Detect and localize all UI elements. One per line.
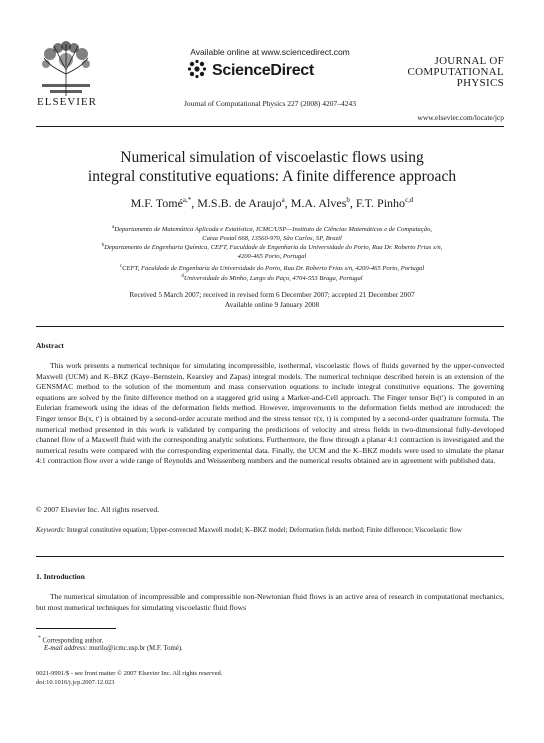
introduction-heading: 1. Introduction [36,572,85,581]
keywords-block [36,526,504,536]
abstract-top-divider [36,326,504,327]
available-online-text[interactable]: Available online at www.sciencedirect.com [190,47,350,57]
available-date: Available online 9 January 2008 [224,300,320,309]
article-title-line-1: Numerical simulation of viscoelastic flows using [120,149,424,166]
article-title-line-2: integral constitutive equations: A finite difference approach [87,168,457,185]
journal-title-line-1: JOURNAL OF [434,55,504,67]
sciencedirect-wordmark: ScienceDirect [212,62,314,79]
article-title [40,148,504,186]
doi-link[interactable]: doi:10.1016/j.jcp.2007.12.023 [36,679,115,686]
keywords-list: Integral constitutive equation; Upper-convected Maxwell model; K–BKZ model; Deformation fields method; Finite difference; Viscoelastic flow [66,527,462,534]
received-dates: Received 5 March 2007; received in revised form 6 December 2007; accepted 21 December 2007 [129,290,415,299]
affiliation-c: $^c$CEFT, Faculdade de Engenharia da Universidade do Porto, Rua Dr. Roberto Frias s/n, 4200-465 Porto, Portugal [119,264,425,273]
sciencedirect-dots-icon [186,58,208,80]
elsevier-tree-logo [36,40,96,98]
front-matter-line: 0021-9991/$ - see front matter © 2007 Elsevier Inc. All rights reserved. [36,670,223,677]
author-name: M.A. Alves [290,196,347,210]
author-affiliation-marker[interactable]: a,* [182,196,192,204]
footnote-marker: * [38,635,41,641]
author-name: M.F. Tomé [130,196,183,210]
copyright-line: © 2007 Elsevier Inc. All rights reserved. [36,505,160,514]
journal-title-line-3: PHYSICS [456,77,504,89]
journal-title [404,56,504,89]
footnote-divider [36,628,116,629]
journal-title-line-2: COMPUTATIONAL [407,66,504,78]
author-affiliation-marker[interactable]: c,d [405,196,414,204]
journal-reference: Journal of Computational Physics 227 (2008) 4207–4243 [183,99,357,108]
abstract-bottom-divider [36,556,504,557]
affiliation-b: $^b$Departamento de Engenharia Química, CEFT, Faculdade de Engenharia da Universidade do Porto, Rua Dr. Roberto Frias s/n, 4200-465 Porto, Portugal [101,243,443,260]
abstract-body: This work presents a numerical technique for simulating incompressible, isothermal, viscoelastic flows of fluids governed by the upper-convected Maxwell (UCM) and K–BKZ (Kaye–Bernstein, Kearsley and Zapas) integral models. The numerical technique described herein is an extension of the GENSMAC method to the solution of the momentum and mass conservation equations to include integral constitutive equations. The governing equations are solved by the finite difference method on a staggered grid using a Marker-and-Cell approach. The Finger tensor Bₜ(t′) is computed in an Eulerian framework using the ideas of the deformation fields method. However, improvements to the deformation fields method are introduced: the Finger tensor Bₜ(x, t′) is obtained by a second-order accurate method and the stress tensor τ(x, t) is computed by a second-order quadrature formula. The numerical method presented in this work is validated by comparing the predictions of velocity and stress fields in two-dimensional fully-developed channel flow of a Maxwell fluid with the corresponding analytic solutions. Furthermore, the flow through a planar 4:1 contraction is investigated and the numerical results were compared with the corresponding experimental data. Finally, the UCM and the K–BKZ models were used to simulate the planar 4:1 contraction flow over a wide range of Reynolds and Weissenberg numbers and the numerical results obtained are in agreement with published data. [36,361,504,466]
email-link[interactable]: murilo@icmc.usp.br [89,645,146,652]
author-affiliation-marker[interactable]: a [281,196,285,204]
affiliation-a: $^a$Departamento de Matemática Aplicada e Estatística, ICMC/USP—Instituto de Ciências Matemáticas e de Computação, Caixa Postal 668, 13560-970, São Carlos, SP, Brazil [111,225,433,242]
author-affiliation-marker[interactable]: b [346,196,350,204]
affiliation-d: $^d$Universidade do Minho, Largo do Paço, 4704-553 Braga, Portugal [181,274,363,283]
abstract-heading: Abstract [36,341,64,350]
author-name: M.S.B. de Araujo [197,196,282,210]
author-name: F.T. Pinho [355,196,406,210]
journal-url-link[interactable]: www.elsevier.com/locate/jcp [417,113,504,122]
keywords-label: Keywords: [36,527,66,534]
author-list: M.F. Tomé$^{a,*}$, M.S.B. de Araujo$^a$, M.A. Alves$^b$, F.T. Pinho$^{c,d}$ [130,196,414,210]
publisher-wordmark: ELSEVIER [37,96,97,108]
corresponding-author-note: * Corresponding author. [38,635,104,645]
header-divider [36,126,504,127]
introduction-body: The numerical simulation of incompressible and compressible non-Newtonian fluid flows is an active area of research in computational mechanics, but most numerical techniques for simulating viscoelastic fluid flows [36,592,504,612]
email-note: E-mail address: murilo@icmc.usp.br (M.F. Tomé). [44,645,183,652]
